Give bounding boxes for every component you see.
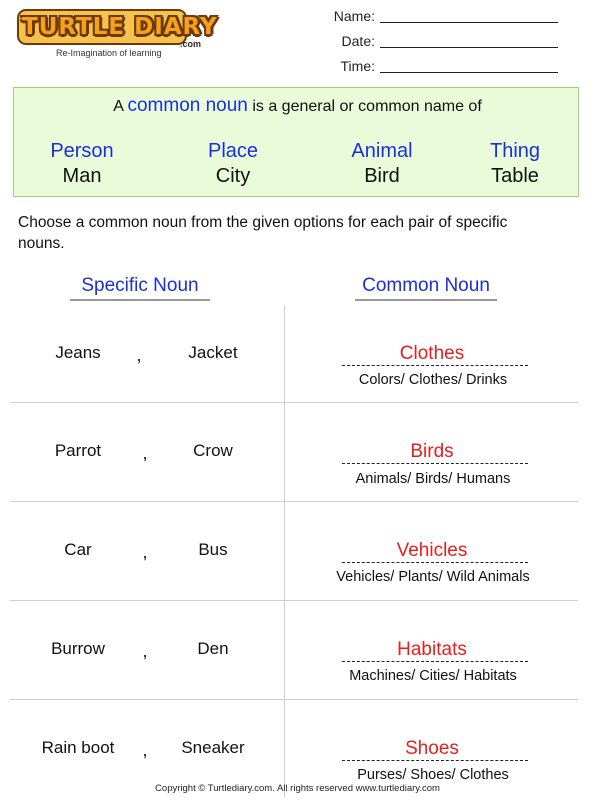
example-bird: Bird [364, 165, 400, 187]
logo-tagline: Re-Imagination of learning [56, 48, 162, 58]
specific-noun: Car [64, 540, 92, 559]
answer-text: Shoes [405, 738, 459, 759]
answer-text: Clothes [399, 343, 465, 364]
options-text: Colors/ Clothes/ Drinks [358, 372, 508, 388]
definition-sentence [0, 95, 595, 117]
options-text: Animals/ Birds/ Humans [355, 471, 511, 487]
logo-wordmark: TURTLE DIARY [22, 14, 218, 40]
specific-noun: Rain boot [41, 738, 115, 757]
specific-noun: Den [197, 639, 229, 658]
category-animal: Animal [351, 140, 413, 162]
instructions: Choose a common noun from the given options for each pair of specific nouns. [18, 214, 508, 252]
row-divider [10, 600, 578, 601]
example-man: Man [62, 165, 102, 187]
comma: , [142, 542, 148, 562]
answer-blank[interactable] [342, 463, 528, 464]
column-heading-specific: Specific Noun [81, 275, 199, 296]
name-label: Name: [333, 8, 375, 24]
comma: , [142, 443, 148, 463]
definition-highlight: common noun [127, 95, 248, 116]
row-divider [10, 402, 578, 403]
options-text: Purses/ Shoes/ Clothes [357, 767, 509, 783]
column-divider [284, 305, 285, 797]
name-field[interactable] [380, 22, 558, 23]
date-label: Date: [341, 33, 375, 49]
category-person: Person [50, 140, 114, 162]
row-divider [10, 501, 578, 502]
category-place: Place [207, 140, 259, 162]
date-field[interactable] [380, 47, 558, 48]
answer-blank[interactable] [342, 365, 528, 366]
specific-noun: Jacket [188, 343, 238, 362]
specific-noun: Crow [193, 441, 233, 460]
answer-blank[interactable] [342, 760, 528, 761]
time-label: Time: [340, 58, 375, 74]
comma: , [136, 345, 142, 365]
answer-text: Birds [410, 441, 454, 462]
logo-suffix: .com [180, 39, 202, 49]
answer-blank[interactable] [342, 562, 528, 563]
specific-noun: Jeans [55, 343, 101, 362]
definition-suffix: is a general or common name of [252, 98, 482, 115]
example-city: City [215, 165, 251, 187]
comma: , [142, 740, 148, 760]
specific-noun: Burrow [51, 639, 105, 658]
footer-copyright: Copyright © Turtlediary.com. All rights reserved www.turtlediary.com [155, 783, 440, 794]
row-divider [10, 699, 578, 700]
definition-prefix: A [113, 98, 124, 115]
column-underline-specific [70, 299, 210, 301]
column-heading-common: Common Noun [362, 275, 490, 296]
category-thing: Thing [489, 140, 541, 162]
comma: , [142, 641, 148, 661]
answer-text: Habitats [397, 639, 467, 660]
answer-blank[interactable] [342, 661, 528, 662]
specific-noun: Sneaker [181, 738, 245, 757]
specific-noun: Bus [198, 540, 228, 559]
specific-noun: Parrot [54, 441, 102, 460]
options-text: Vehicles/ Plants/ Wild Animals [336, 569, 530, 585]
time-field[interactable] [380, 72, 558, 73]
answer-text: Vehicles [396, 540, 468, 561]
options-text: Machines/ Cities/ Habitats [349, 668, 517, 684]
example-table: Table [491, 165, 539, 187]
column-underline-common [355, 299, 497, 301]
